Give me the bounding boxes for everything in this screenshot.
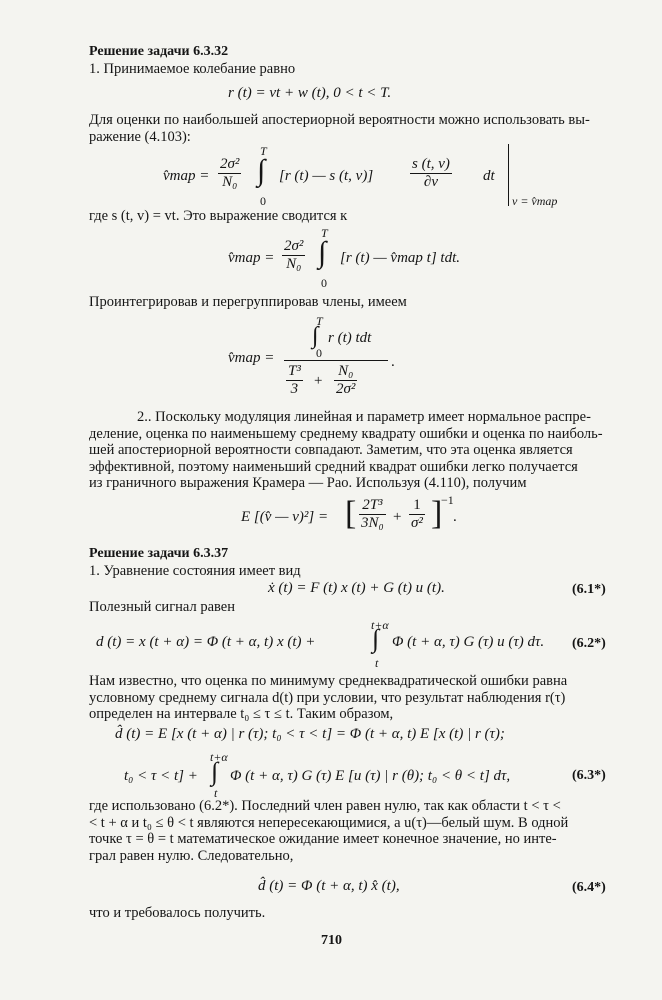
fraction-denominator: $\frac{\text{T³}}{3}$ + $\frac{\text{N₀}}{\text{2σ²}}$ [288, 363, 356, 397]
exponent-minus-one: −1 [441, 493, 454, 507]
paragraph-line: < t + α и t₀ ≤ θ < t являются непересекающимися, а u(τ)—белый шум. В одной [89, 814, 569, 831]
equation-state: ẋ (t) = F (t) x (t) + G (t) u (t). [268, 580, 445, 596]
integral-lower-limit: t [375, 656, 379, 670]
paragraph-map-intro [89, 112, 611, 145]
paragraph-line: шей апостериорной вероятности совпадают. Заметим, что эта оценка является [89, 442, 573, 458]
integral-sign: ∫ [318, 236, 327, 269]
integral-sign: ∫ [257, 154, 266, 187]
item-1-text: 1. Принимаемое колебание равно [89, 61, 296, 77]
integral-upper-limit: T [260, 144, 267, 158]
paragraph-line: Для оценки по наибольшей апостериорной вероятности можно использовать вы- [89, 112, 590, 128]
equation-lhs: E [(v̂ — v)²] = [241, 509, 329, 525]
bracket-left: [ [345, 495, 357, 532]
equation-lhs: v̂map = [163, 168, 210, 184]
paragraph-line: деление, оценка по наименьшему среднему квадрату ошибки и оценка по наиболь- [89, 425, 603, 442]
differential-dt: dt [483, 168, 495, 184]
equation-estimate-line1: d̂ (t) = E [x (t + α) | r (τ); t₀ < τ < t] = Φ (t + α, t) E [x (t) | r (τ); [115, 726, 505, 742]
paragraph-line: Нам известно, что оценка по минимуму среднеквадратической ошибки равна [89, 673, 568, 689]
equation-rhs: Φ (t + α, τ) G (τ) E [u (τ) | r (θ); t₀ < θ < t] dτ, [230, 768, 511, 784]
paragraph-mse-estimate [89, 409, 611, 492]
paragraph-last-term-zero [89, 798, 611, 864]
integral-sign: ∫ [372, 624, 380, 653]
fraction-2sigma2-over-N0: $\frac{\text{2σ²}}{\text{N₀}}$ [220, 156, 240, 190]
paragraph-line: точке τ = θ = t математическое ожидание имеет конечное значение, но инте- [89, 831, 557, 847]
closing-text: что и требовалось получить. [89, 905, 266, 921]
equation-lhs: v̂map = [228, 250, 275, 266]
book-page: Решение задачи 6.3.32 1. Принимаемое колебание равно r (t) = vt + w (t), 0 < t < T. Для оценки по наибольшей апостериорной вероятности можно использовать вы- ражение (4.103): v̂map = $\frac{\text{2σ²}}{\text{N₀}}$ T ∫ 0 [r (t) — s (t, v)] $\frac{s (t, v)}{\partial v}$ dt v = v̂map где s (t, v) = vt. Это выражение сводится к v̂map = $\frac{\text{2σ²}}{\text{N₀}}$ T ∫ 0 [r (t) — v̂map t] tdt. Проинтегрировав и перегруппировав члены, имеем v̂map = T ∫ 0 r (t) tdt $\frac{\text{T³}}{3}$ + $\frac{\text{N₀}}{\text{2σ²}}$ . 2.. Поскольку модуляция линейная и параметр имеет нормальное распре- деление, оценка по наименьшему среднему квадрату ошибки и оценка по наиболь- шей апостериорной вероятности совпадают. Заметим, что эта оценка является эффективной, поэтому наименьший средний квадрат ошибки легко получается из граничного выражения Крамера — Рао. Используя (4.110), получим E [(v̂ — v)²] = [ $\frac{\text{2T³}}{\text{3N₀}}$ + $\frac{1}{\text{σ²}}$ ] −1 . Решение задачи 6.3.37 1. Уравнение состояния имеет вид ẋ (t) = F (t) x (t) + G (t) u (t). (6.1*) Полезный сигнал равен d (t) = x (t + α) = Φ (t + α, t) x (t) + t+α ∫ t Φ (t + α, τ) G (τ) u (τ) dτ. (6.2*) Нам известно, что оценка по минимуму среднеквадратической ошибки равна условному среднему сигнала d(t) при условии, что результат наблюдения r(τ) определен на интервале t₀ ≤ τ ≤ t. Таким образом, d̂ (t) = E [x (t + α) | r (τ); t₀ < τ < t] = Φ (t + α, t) E [x (t) | r (τ); t₀ < τ < t] + t+α ∫ t Φ (t + α, τ) G (τ) E [u (τ) | r (θ); t₀ < θ < t] dτ, (6.3*) где использовано (6.2*). Последний член равен нулю, так как области t < τ < < t + α и t₀ ≤ θ < t являются непересекающимися, а u(τ)—белый шум. В одной точке τ = θ = t математическое ожидание имеет конечное значение, но инте- грал равен нулю. Следовательно, d̂ (t) = Φ (t + α, t) x̂ (t), (6.4*) что и требовалось получить. 710 [0, 0, 662, 1000]
equation-lhs: t₀ < τ < t] + [124, 768, 198, 784]
integral-upper-limit: T [321, 226, 328, 240]
integrand: [r (t) — v̂map t] tdt. [340, 250, 460, 266]
paragraph-line: из граничного выражения Крамера — Рао. Используя (4.110), получим [89, 475, 527, 491]
equation-number-6-2: (6.2*) [572, 636, 606, 651]
equation-final-estimate: d̂ (t) = Φ (t + α, t) x̂ (t), [258, 878, 400, 894]
equation-lhs: v̂map = [228, 350, 275, 366]
paragraph-line: ражение (4.103): [89, 128, 191, 145]
paragraph-line: условному среднему сигнала d(t) при условии, что результат наблюдения r(τ) [89, 689, 566, 706]
integral-lower-limit: t [214, 786, 218, 800]
integrand-residual: [r (t) — s (t, v)] [279, 168, 374, 184]
regroup-text: Проинтегрировав и перегруппировав члены, имеем [89, 294, 407, 310]
item-1-state-equation-text: 1. Уравнение состояния имеет вид [89, 563, 301, 579]
integral-upper-limit: t+α [210, 750, 228, 764]
paragraph-conditional-mean [89, 673, 611, 723]
section-heading-6-3-37: Решение задачи 6.3.37 [89, 546, 229, 561]
integral-lower-limit: 0 [321, 276, 327, 290]
integral-upper-limit: t+α [371, 618, 389, 632]
equation-lhs: d (t) = x (t + α) = Φ (t + α, t) x (t) + [96, 634, 316, 650]
paragraph-line: где использовано (6.2*). Последний член равен нулю, так как области t < τ < [89, 798, 561, 814]
fraction-2T3-over-3N0: $\frac{\text{2T³}}{\text{3N₀}}$ [361, 497, 384, 531]
paragraph-line: эффективной, поэтому наименьший средний квадрат ошибки легко получается [89, 458, 578, 475]
section-heading-6-3-32: Решение задачи 6.3.32 [89, 44, 229, 59]
page-number: 710 [321, 933, 342, 948]
where-clause: где s (t, v) = vt. Это выражение сводится к [89, 208, 348, 224]
paragraph-line: грал равен нулю. Следовательно, [89, 847, 294, 864]
fraction-numerator: T ∫ 0 r (t) tdt [284, 314, 388, 361]
integral-lower-limit: 0 [260, 194, 266, 208]
fraction-1-over-sigma2: $\frac{1}{\text{σ²}}$ [411, 497, 423, 531]
fraction-2sigma2-over-N0: $\frac{\text{2σ²}}{\text{N₀}}$ [284, 238, 304, 272]
integral-sign: ∫ [211, 757, 219, 786]
paragraph-line: определен на интервале t₀ ≤ τ ≤ t. Таким образом, [89, 706, 394, 722]
equation-received-signal: r (t) = vt + w (t), 0 < t < T. [228, 85, 392, 101]
fraction-closed-form [284, 314, 388, 401]
equation-number-6-4: (6.4*) [572, 880, 606, 895]
equation-number-6-1: (6.1*) [572, 582, 606, 597]
equation-number-6-3: (6.3*) [572, 768, 606, 783]
evaluation-subscript: v = v̂map [512, 194, 558, 208]
evaluation-bar [508, 144, 509, 206]
useful-signal-text: Полезный сигнал равен [89, 599, 235, 615]
paragraph-line: 2.. Поскольку модуляция линейная и параметр имеет нормальное распре- [137, 409, 591, 425]
bracket-right: ] [431, 495, 443, 532]
equation-rhs: Φ (t + α, τ) G (τ) u (τ) dτ. [392, 634, 545, 650]
fraction-partial-derivative: $\frac{s (t, v)}{\partial v}$ [412, 156, 450, 190]
